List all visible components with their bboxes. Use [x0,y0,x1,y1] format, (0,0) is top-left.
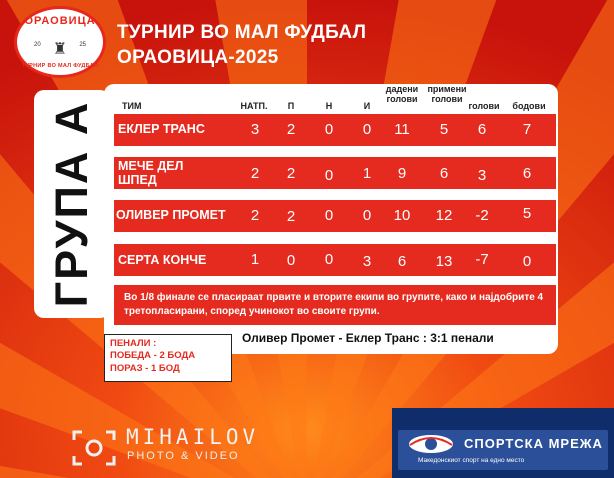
draw-value: 0 [324,167,334,184]
group-label: ГРУПА А [46,100,97,308]
played-value: 3 [250,121,260,138]
lost-value: 0 [362,207,372,224]
goal-diff-value: -2 [475,207,489,224]
lost-value: 0 [362,121,372,138]
points-value: 5 [522,205,532,222]
logo-bottom-text: ТУРНИР ВО МАЛ ФУДБАЛ [21,63,99,69]
goal-diff-value: 3 [477,167,487,184]
goals-against-value: 6 [439,165,449,182]
goals-for-value: 11 [394,121,410,138]
castle-icon: ♜ [52,41,68,58]
header-goals-against: примени голови [427,84,467,105]
sponsor-banner [398,430,608,470]
draw-value: 0 [324,121,334,138]
header-team: ТИМ [122,101,142,111]
header-won: П [287,101,295,111]
header-draw: Н [325,101,333,111]
goals-against-value: 12 [435,207,453,224]
tournament-subtitle: ОРАОВИЦА-2025 [117,47,279,68]
points-value: 6 [522,165,532,182]
played-value: 1 [250,251,260,268]
tournament-title: ТУРНИР ВО МАЛ ФУДБАЛ [117,22,367,43]
draw-value: 0 [324,251,334,268]
camera-frame-icon [72,428,116,468]
sponsor-name: MIHAILOV [126,425,260,449]
group-label-box [34,90,110,318]
goals-for-value: 10 [393,207,411,224]
header-lost: И [363,101,371,111]
goal-diff-value: -7 [475,251,489,268]
goals-against-value: 13 [435,253,453,270]
penalty-rules-box [104,334,232,382]
won-value: 2 [286,165,296,182]
header-points: бодови [512,101,546,111]
team-name: МЕЧЕ ДЕЛ ШПЕД [118,159,184,187]
goals-for-value: 6 [397,253,407,270]
logo-top-text: ОРАОВИЦА [24,15,96,27]
lost-value: 3 [362,253,372,270]
team-name: СЕРТА КОНЧЕ [118,253,207,267]
team-name: ЕКЛЕР ТРАНС [118,122,205,136]
goals-against-value: 5 [439,121,449,138]
penalty-win: ПОБЕДА - 2 БОДА [110,350,196,362]
sponsor2-subtitle: Македонскиот спорт на едно место [418,457,525,464]
standings-panel [104,84,558,354]
team-name: ОЛИВЕР ПРОМЕТ [116,208,226,222]
logo-year-right: 25 [79,42,86,48]
header-goals-for: дадени голови [385,84,419,105]
tournament-logo [14,6,106,78]
sponsor-sportska-mreza [392,408,614,478]
won-value: 2 [286,208,296,225]
points-value: 0 [522,253,532,270]
match-result: Оливер Промет - Еклер Транс : 3:1 пенали [242,331,494,345]
points-value: 7 [522,121,532,138]
won-value: 0 [286,252,296,269]
header-played: НАТП. [240,101,268,111]
won-value: 2 [286,121,296,138]
played-value: 2 [250,207,260,224]
played-value: 2 [250,165,260,182]
penalty-title: ПЕНАЛИ : [110,338,157,349]
goal-diff-value: 6 [477,121,487,138]
header-goal-diff: голови [468,101,500,111]
lost-value: 1 [362,165,372,182]
logo-year-left: 20 [34,42,41,48]
draw-value: 0 [324,207,334,224]
ball-icon [406,433,456,455]
sponsor2-title: СПОРТСКА МРЕЖА [464,436,603,451]
penalty-loss: ПОРАЗ - 1 БОД [110,362,180,374]
qualification-note: Во 1/8 финале се пласираат првите и вторите екипи во групите, како и најдобрите 4 третопласирани, според учинокот во своите групи. [114,285,556,325]
goals-for-value: 9 [397,165,407,182]
sponsor-subtitle: PHOTO & VIDEO [127,450,240,462]
